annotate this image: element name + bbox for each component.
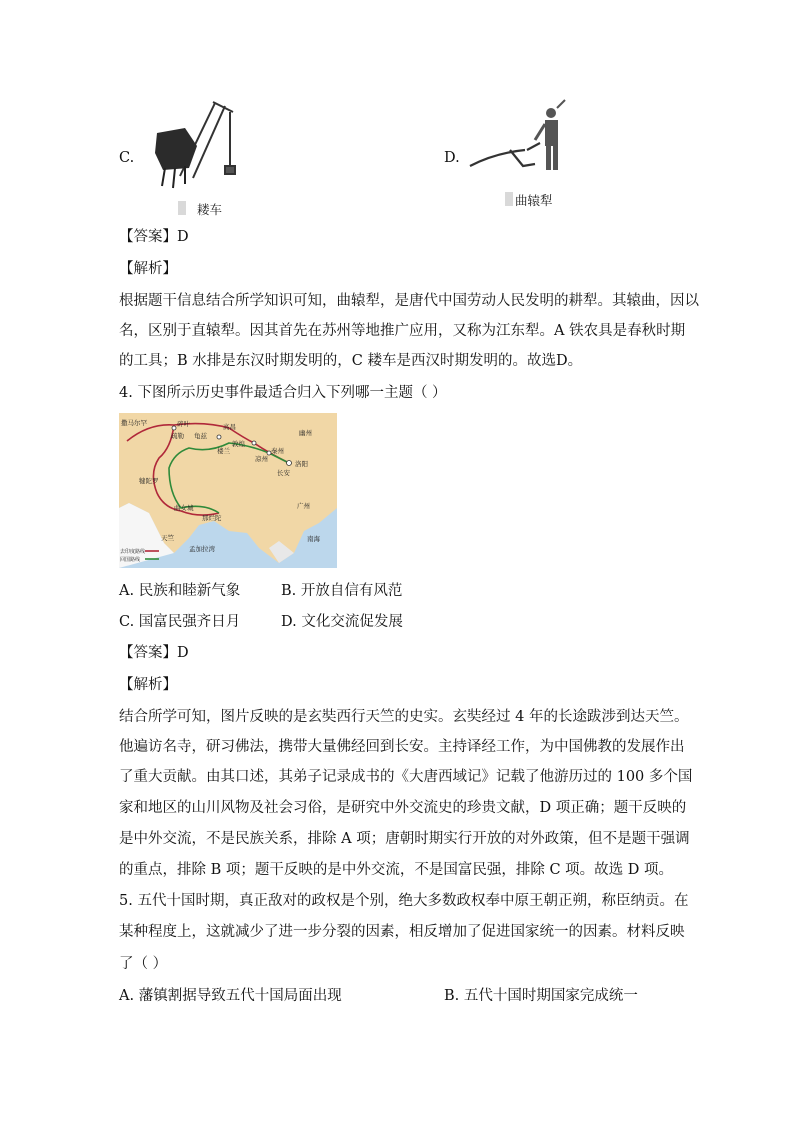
q4-answer: 【答案】D xyxy=(119,645,189,661)
label-dunhuang: 敦煌 xyxy=(232,440,245,448)
q4-option-c: C. 国富民强齐日月 xyxy=(119,614,241,630)
q3-analysis-line: 根据题干信息结合所学知识可知，曲辕犁，是唐代中国劳动人民发明的耕犁。其辕曲，因以 xyxy=(119,293,699,309)
label-tianzhu: 天竺 xyxy=(161,534,174,542)
q3-analysis-line: 的工具；B 水排是东汉时期发明的，C 耧车是西汉时期发明的。故选D。 xyxy=(119,353,583,369)
seed-drill-image xyxy=(145,98,240,193)
changan-marker xyxy=(287,461,292,466)
q4-analysis-line: 家和地区的山川风物及社会习俗，是研究中外交流史的珍贵文献，D 项正确；题干反映的 xyxy=(119,800,687,816)
q4-analysis-line: 结合所学可知，图片反映的是玄奘西行天竺的史实。玄奘经过 4 年的长途跋涉到达天竺。 xyxy=(119,709,689,725)
q3-option-d-caption: 曲辕犁 xyxy=(515,193,553,208)
q4-analysis-line: 的重点，排除 B 项；题干反映的是中外交流，不是国富民强，排除 C 项。故选 D 项。 xyxy=(119,862,674,878)
q5-option-b: B. 五代十国时期国家完成统一 xyxy=(444,988,638,1004)
label-nalantuo: 那烂陀 xyxy=(202,514,222,522)
label-gaochang: 高昌 xyxy=(223,423,236,431)
label-shule: 疏勒 xyxy=(171,432,184,440)
q3-option-c-label: C. xyxy=(119,150,135,166)
q4-option-b: B. 开放自信有风范 xyxy=(281,583,403,599)
q4-analysis-line: 是中外交流，不是民族关系，排除 A 项；唐朝时期实行开放的对外政策，但不是题干强调 xyxy=(119,831,690,847)
q4-analysis-line: 他遍访名寺，研习佛法，携带大量佛经回到长安。主持译经工作，为中国佛教的发展作出 xyxy=(119,739,685,755)
curved-plough-image xyxy=(465,98,580,183)
label-luoyang: 洛阳 xyxy=(295,460,308,468)
label-loulan: 楼兰 xyxy=(217,447,230,455)
q4-stem: 4. 下图所示历史事件最适合归入下列哪一主题（ ） xyxy=(119,385,447,401)
legend-back-label: 回国路线 xyxy=(120,557,141,563)
q5-stem-line: 某种程度上，这就减少了进一步分裂的因素，相反增加了促进国家统一的因素。材料反映 xyxy=(119,924,685,940)
q4-option-a: A. 民族和睦新气象 xyxy=(119,583,241,599)
label-qinzhou: 秦州 xyxy=(271,447,284,455)
label-guici: 龟兹 xyxy=(194,432,207,440)
q3-analysis-label: 【解析】 xyxy=(119,261,177,277)
label-changan: 长安 xyxy=(277,469,290,477)
q5-stem-line: 5. 五代十国时期，真正敌对的政权是个别，绝大多数政权奉中原王朝正朔，称臣纳贡。在 xyxy=(119,893,689,909)
label-south-sea: 南海 xyxy=(307,535,320,543)
label-jiantuoluo: 犍陀罗 xyxy=(139,477,159,485)
caption-marker xyxy=(505,192,513,206)
q4-option-d: D. 文化交流促发展 xyxy=(281,614,403,630)
xuanzang-route-map xyxy=(119,413,337,568)
q4-analysis-line: 了重大贡献。由其口述，其弟子记录成书的《大唐西域记》记载了他游历过的 100 多个国 xyxy=(119,769,693,785)
label-bengal-bay: 孟加拉湾 xyxy=(189,545,215,553)
legend-go-label: 去印度路线 xyxy=(120,549,146,555)
label-suiye: 碎叶 xyxy=(177,420,190,428)
q4-analysis-label: 【解析】 xyxy=(119,677,177,693)
q3-option-c-caption: 耧车 xyxy=(197,202,223,217)
q3-answer: 【答案】D xyxy=(119,229,189,245)
label-guangzhou: 广州 xyxy=(297,502,310,510)
caption-marker xyxy=(178,201,186,215)
label-qunvcheng: 曲女城 xyxy=(174,504,194,512)
q3-option-d-label: D. xyxy=(444,150,460,166)
label-youzhou: 幽州 xyxy=(299,429,312,437)
q5-stem-line: 了（ ） xyxy=(119,956,168,972)
q3-analysis-line: 名，区别于直辕犁。因其首先在苏州等地推广应用，又称为江东犁。A 铁农具是春秋时期 xyxy=(119,323,686,339)
label-liangzhou: 凉州 xyxy=(255,455,268,463)
label-samarkand: 撒马尔罕 xyxy=(121,419,147,427)
q5-option-a: A. 藩镇割据导致五代十国局面出现 xyxy=(119,988,342,1004)
